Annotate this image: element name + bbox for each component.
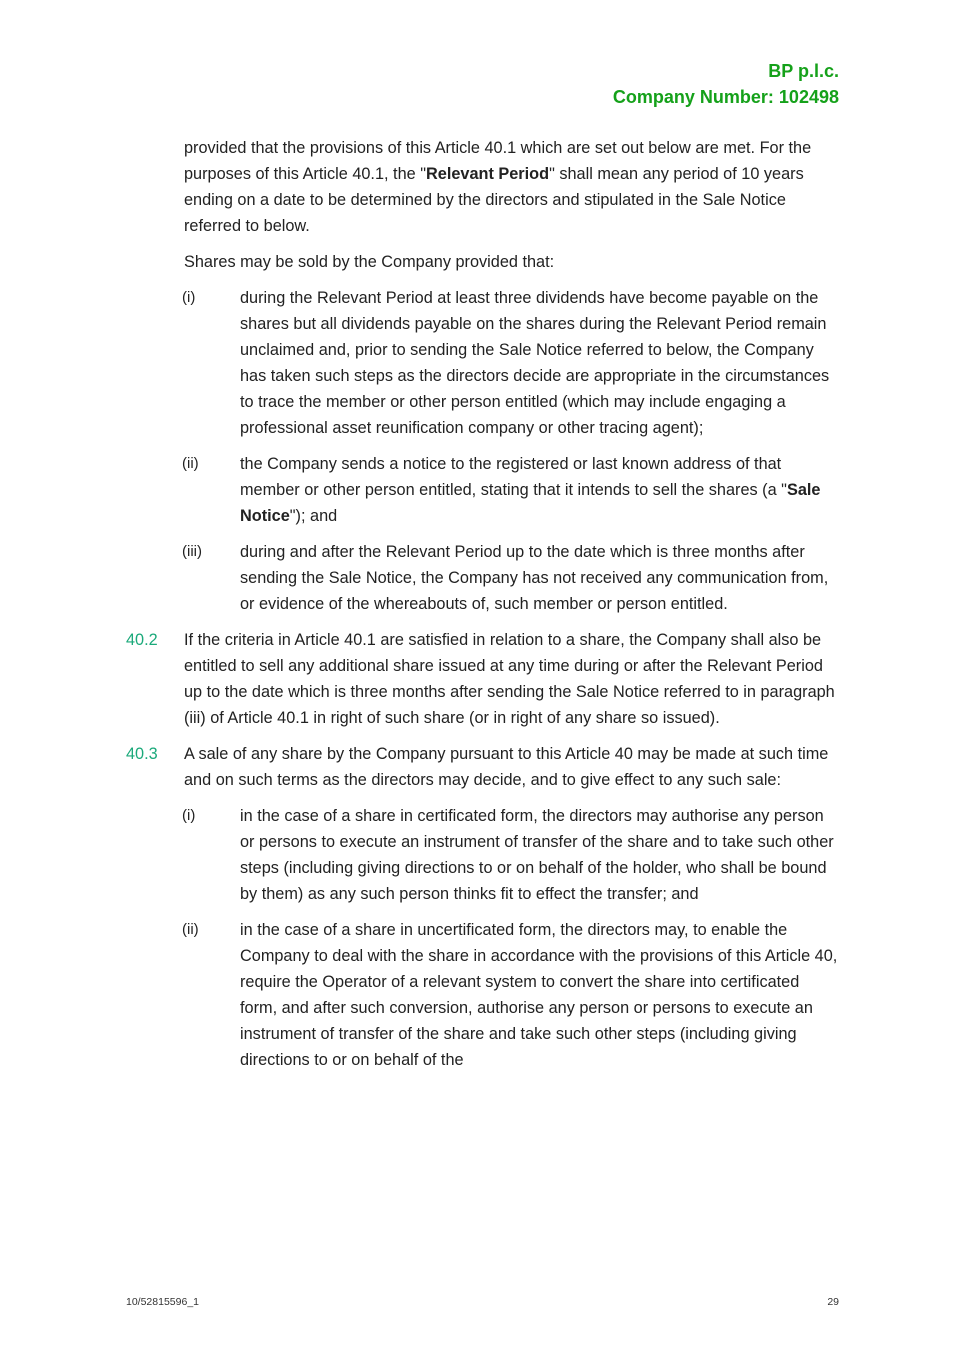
list-item-40-3-ii [182,917,839,1073]
list-item-40-1-i [182,285,839,441]
list-item-label: (i) [182,807,196,824]
clause-number: 40.3 [126,745,158,763]
clause-number: 40.2 [126,631,158,649]
clause-40-3 [126,741,839,793]
list-item-text: in the case of a share in certificated form, the directors may authorise any person or persons to execute an instrument of transfer of the share and to take such other steps (including giving directions to or on behalf of the holder, who shall be bound by them) as any such person thinks fit to effect the transfer; and [240,807,834,903]
list-item-text: in the case of a share in uncertificated form, the directors may, to enable the Company to deal with the share in accordance with the provisions of this Article 40, require the Operator of a relevant system to convert the share into certificated form, and after such conversion, authorise any person or persons to execute an instrument of transfer of the share and take such other steps (including giving directions to or on behalf of the [240,921,838,1069]
list-item-label: (ii) [182,921,199,938]
page-number: 29 [827,1296,839,1308]
intro-paragraph [184,135,839,239]
list-item-text: during and after the Relevant Period up to the date which is three months after sending the Sale Notice, the Company has not received any communication from, or evidence of the whereabouts of, such member or person entitled. [240,543,829,613]
document-reference: 10/52815596_1 [126,1296,199,1308]
list-item-label: (ii) [182,455,199,472]
list-item-text: during the Relevant Period at least three dividends have become payable on the shares but all dividends payable on the shares during the Relevant Period remain unclaimed and, prior to sending the Sale Notice referred to below, the Company has taken such steps as the directors decide are appropriate in the circumstances to trace the member or other person entitled (which may include engaging a professional asset reunification company or other tracing agent); [240,289,830,437]
intro-text-2: " shall mean any period of 10 years ending on a date to be determined by the directors and stipulated in the Sale Notice referred to below. [184,165,804,235]
shares-sold-intro: Shares may be sold by the Company provided that: [184,253,555,271]
document-body [0,135,965,1083]
list-item-text-after: "); and [289,507,338,525]
company-number: Company Number: 102498 [612,87,839,107]
list-item-label: (i) [182,289,196,306]
page-header [613,58,839,110]
list-item-40-3-i [182,803,839,907]
clause-text: If the criteria in Article 40.1 are satisfied in relation to a share, the Company shall also be entitled to sell any additional share issued at any time during or after the Relevant Period up to the date which is three months after sending the Sale Notice referred to in paragraph (iii) of Article 40.1 in right of such share (or in right of any share so issued). [184,631,835,727]
list-item-40-1-iii [182,539,839,617]
sale-notice-term: Sale Notice [240,481,821,525]
relevant-period-term: Relevant Period [426,165,550,183]
list-item-40-1-ii [182,451,839,529]
intro-text-1: provided that the provisions of this Article 40.1 which are set out below are met. For the purposes of this Article 40.1, the " [184,139,812,183]
list-item-label: (iii) [182,543,202,560]
clause-text: A sale of any share by the Company pursuant to this Article 40 may be made at such time and on such terms as the directors may decide, and to give effect to any such sale: [184,745,829,789]
company-name: BP p.l.c. [768,61,839,81]
list-item-text-before: the Company sends a notice to the registered or last known address of that member or other person entitled, stating that it intends to sell the shares (a " [240,455,787,499]
clause-40-2 [126,627,839,731]
